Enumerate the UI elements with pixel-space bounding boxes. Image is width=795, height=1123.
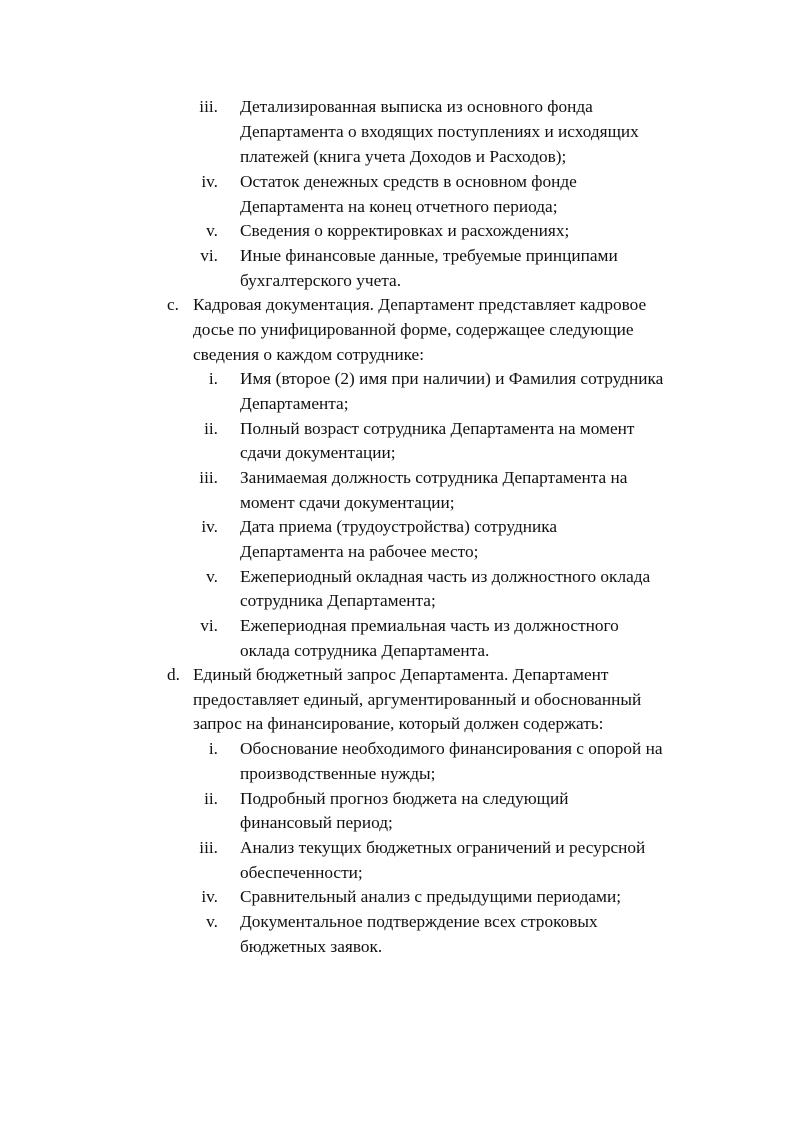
list-item-text: бюджетных заявок. xyxy=(240,937,383,956)
list-item-text: Детализированная выписка из основного фонда xyxy=(240,97,593,116)
section-text: предоставляет единый, аргументированный и обоснованный xyxy=(193,690,642,709)
list-item-text: Имя (второе (2) имя при наличии) и Фамилия сотрудника xyxy=(240,369,664,388)
list-item-text: Департамента; xyxy=(240,394,349,413)
section-text: сведения о каждом сотруднике: xyxy=(193,345,425,364)
list-item-text: оклада сотрудника Департамента. xyxy=(240,641,490,660)
list-marker: iii. xyxy=(199,838,218,857)
list-marker: vi. xyxy=(200,616,218,635)
list-item-text: финансовый период; xyxy=(240,813,393,832)
list-item-text: Дата приема (трудоустройства) сотрудника xyxy=(240,517,558,536)
section-text: Кадровая документация. Департамент представляет кадровое xyxy=(193,295,647,314)
list-item-text: производственные нужды; xyxy=(240,764,436,783)
list-item-text: Департамента о входящих поступлениях и исходящих xyxy=(240,122,639,141)
list-marker: i. xyxy=(208,739,218,758)
list-item-text: Сведения о корректировках и расхождениях; xyxy=(240,221,570,240)
list-marker: i. xyxy=(208,369,218,388)
list-item-text: Департамента на конец отчетного периода; xyxy=(240,197,558,216)
list-marker: vi. xyxy=(200,246,218,265)
list-item-text: Остаток денежных средств в основном фонде xyxy=(240,172,577,191)
list-marker: iv. xyxy=(201,172,218,191)
list-marker: iii. xyxy=(199,97,218,116)
list-marker: v. xyxy=(206,912,218,931)
list-marker: iv. xyxy=(201,517,218,536)
list-marker: v. xyxy=(206,567,218,586)
section-text: Единый бюджетный запрос Департамента. Департамент xyxy=(193,665,609,684)
list-item-text: Департамента на рабочее место; xyxy=(240,542,479,561)
list-marker: iv. xyxy=(201,887,218,906)
list-item-text: Обоснование необходимого финансирования с опорой на xyxy=(240,739,663,758)
list-item-text: платежей (книга учета Доходов и Расходов); xyxy=(240,147,567,166)
list-item-text: сотрудника Департамента; xyxy=(240,591,436,610)
list-item-text: Подробный прогноз бюджета на следующий xyxy=(240,789,569,808)
list-item-text: Документальное подтверждение всех строковых xyxy=(240,912,598,931)
list-item-text: Сравнительный анализ с предыдущими периодами; xyxy=(240,887,622,906)
list-marker: v. xyxy=(206,221,218,240)
section-text: досье по унифицированной форме, содержащее следующие xyxy=(193,320,634,339)
list-item-text: Ежепериодная премиальная часть из должностного xyxy=(240,616,619,635)
list-item-text: обеспеченности; xyxy=(240,863,363,882)
list-item-text: сдачи документации; xyxy=(240,443,396,462)
list-item-text: момент сдачи документации; xyxy=(240,493,455,512)
section-marker: d. xyxy=(167,665,180,684)
list-marker: ii. xyxy=(204,789,218,808)
list-item-text: Полный возраст сотрудника Департамента на момент xyxy=(240,419,635,438)
section-text: запрос на финансирование, который должен содержать: xyxy=(193,714,604,733)
section-marker: c. xyxy=(167,295,179,314)
list-marker: ii. xyxy=(204,419,218,438)
list-item-text: бухгалтерского учета. xyxy=(240,271,402,290)
list-item-text: Иные финансовые данные, требуемые принципами xyxy=(240,246,618,265)
list-item-text: Анализ текущих бюджетных ограничений и ресурсной xyxy=(240,838,646,857)
list-item-text: Ежепериодный окладная часть из должностного оклада xyxy=(240,567,651,586)
list-item-text: Занимаемая должность сотрудника Департамента на xyxy=(240,468,628,487)
list-marker: iii. xyxy=(199,468,218,487)
